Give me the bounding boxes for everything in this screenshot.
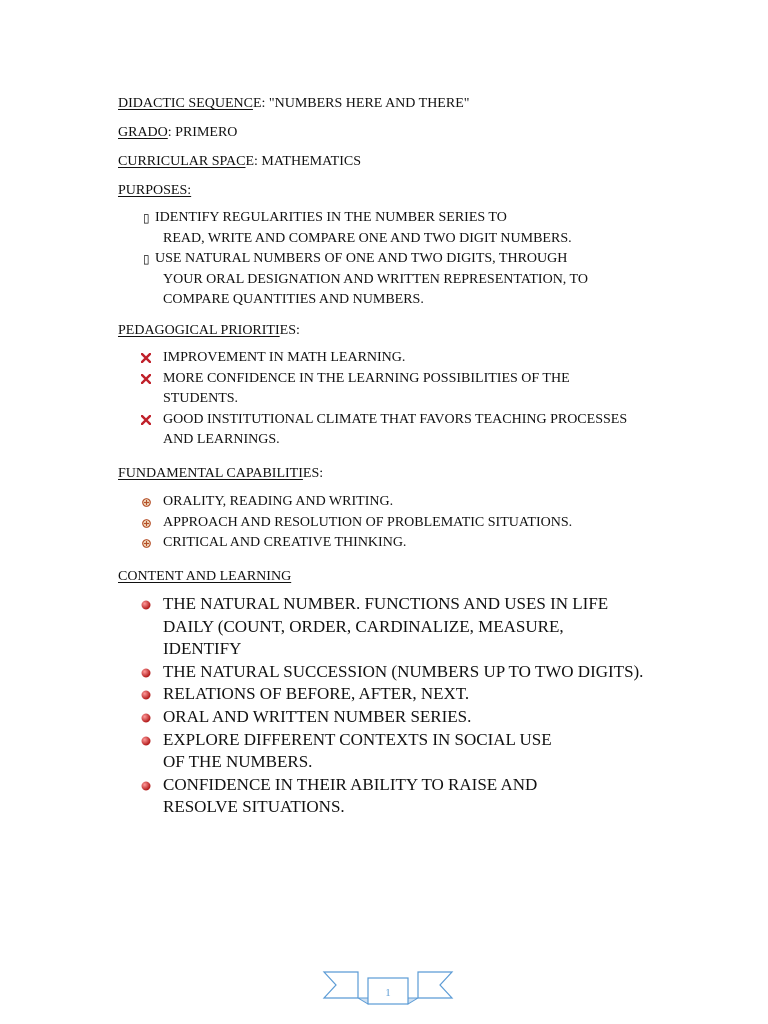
content-list [117,593,643,819]
content-text: THE NATURAL SUCCESSION (NUMBERS UP TO TWO DIGITS). [163,661,644,681]
content-text: RESOLVE SITUATIONS. [163,797,345,817]
purpose-text: IDENTIFY REGULARITIES IN THE NUMBER SERIES TO [155,210,507,225]
space-value: E: MATHEMATICS [245,154,361,169]
purpose-text: USE NATURAL NUMBERS OF ONE AND TWO DIGITS, THROUGH [155,251,568,266]
capabilities-heading [118,465,323,483]
capability-text: ORALITY, READING AND WRITING. [163,494,394,509]
red-ball-icon [141,736,151,746]
priorities-heading-underlined: PEDAGOGICAL PRIORITI [118,323,280,338]
sequence-title [118,95,469,113]
priority-text: IMPROVEMENT IN MATH LEARNING. [163,350,406,365]
circle-cross-icon [142,498,151,507]
content-heading-text: CONTENT AND LEARNING [118,569,292,584]
list-item [117,249,588,311]
content-text: OF THE NUMBERS. [163,752,313,772]
red-ball-icon [141,713,151,723]
red-ball-icon [141,668,151,678]
list-item [117,774,643,819]
list-item [117,729,643,774]
red-x-icon [141,353,151,363]
red-x-icon [141,374,151,384]
grado-label: GRADO [118,125,168,140]
list-item [117,492,572,513]
capabilities-heading-rest: ES: [302,466,324,481]
purposes-heading [118,182,191,200]
red-ball-icon [141,690,151,700]
list-item [117,369,627,410]
missing-glyph-box-icon: ▯ [143,252,150,266]
space-label: CURRICULAR SPAC [118,154,246,169]
content-text: EXPLORE DIFFERENT CONTEXTS IN SOCIAL USE [163,729,552,749]
priority-text: GOOD INSTITUTIONAL CLIMATE THAT FAVORS TEACHING PROCESSES [163,411,628,427]
list-item [117,661,643,684]
list-item [117,683,643,706]
priorities-list [117,348,627,451]
capabilities-heading-underlined: FUNDAMENTAL CAPABILITI [118,466,303,481]
circle-cross-icon [142,519,151,528]
content-text: THE NATURAL NUMBER. FUNCTIONS AND USES IN LIFE [163,594,609,613]
content-text: IDENTIFY [163,639,242,659]
priority-text: STUDENTS. [163,391,239,406]
capability-text: CRITICAL AND CREATIVE THINKING. [163,535,407,550]
capabilities-list [117,492,572,554]
priority-text: MORE CONFIDENCE IN THE LEARNING POSSIBILITIES OF THE [163,370,570,386]
purposes-list [117,208,588,311]
page-number: 1 [385,987,391,999]
sequence-value: E: "NUMBERS HERE AND THERE" [252,96,470,111]
content-text: CONFIDENCE IN THEIR ABILITY TO RAISE AND [163,774,538,794]
purpose-text: YOUR ORAL DESIGNATION AND WRITTEN REPRESENTATION, TO [163,271,588,287]
priorities-heading-rest: ES: [279,323,300,338]
content-heading [118,568,291,586]
capability-text: APPROACH AND RESOLUTION OF PROBLEMATIC SITUATIONS. [163,514,573,530]
content-text: ORAL AND WRITTEN NUMBER SERIES. [163,706,472,726]
list-item [117,348,627,369]
list-item [117,533,572,554]
list-item [117,513,572,534]
list-item [117,208,588,249]
list-item [117,706,643,729]
sequence-label: DIDACTIC SEQUENC [118,96,253,111]
circle-cross-icon [142,539,151,548]
grado-value: : PRIMERO [167,125,238,140]
red-ball-icon [141,600,151,610]
priority-text: AND LEARNINGS. [163,432,280,447]
curricular-space-line [118,153,361,171]
list-item [117,593,643,661]
purposes-heading-text: PURPOSES: [118,183,192,198]
purpose-text: READ, WRITE AND COMPARE ONE AND TWO DIGIT NUMBERS. [163,230,572,246]
ribbon-banner-icon [322,968,454,1008]
content-text: DAILY (COUNT, ORDER, CARDINALIZE, MEASURE, [163,616,564,636]
list-item [117,410,627,451]
red-ball-icon [141,781,151,791]
grado-line [118,124,237,142]
missing-glyph-box-icon: ▯ [143,211,150,225]
priorities-heading [118,322,300,340]
purpose-text: COMPARE QUANTITIES AND NUMBERS. [163,292,424,307]
red-x-icon [141,415,151,425]
content-text: RELATIONS OF BEFORE, AFTER, NEXT. [163,684,470,704]
